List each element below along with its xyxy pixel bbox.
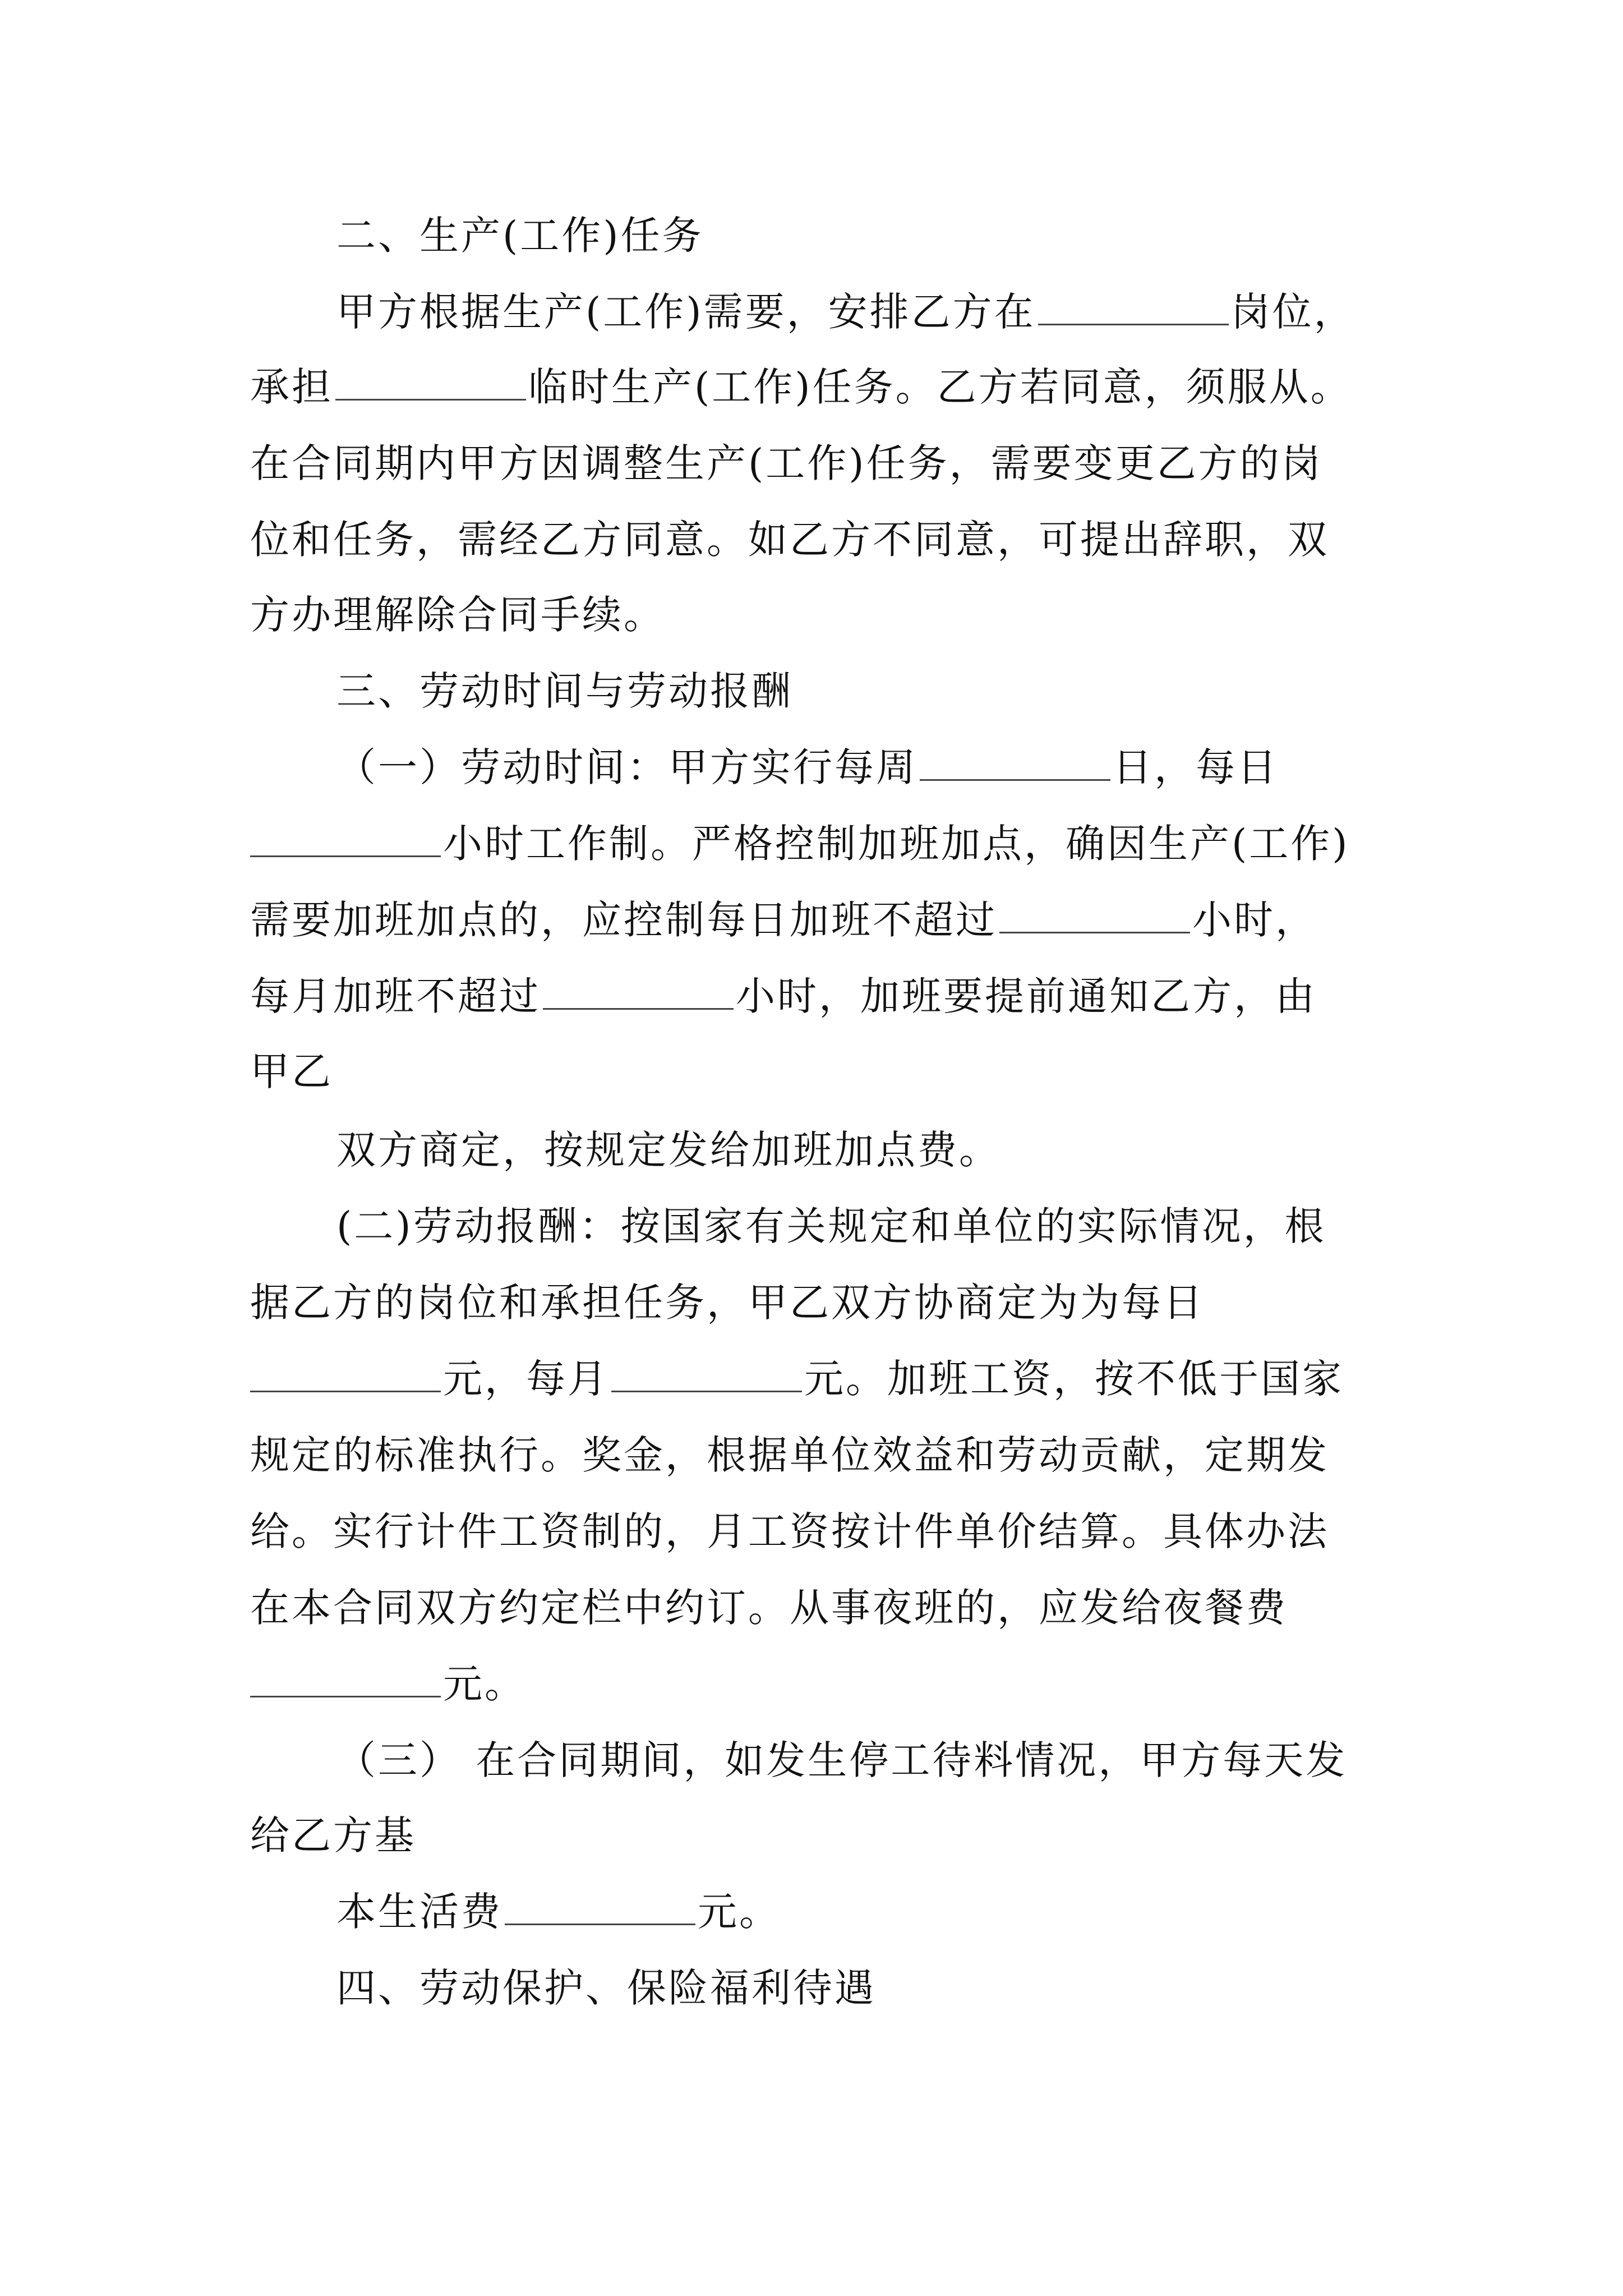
text: 在本合同双方约定栏中约订。从事夜班的，应发给夜餐费 (250, 1585, 1288, 1631)
text: (二)劳动报酬：按国家有关规定和单位的实际情况，根 (336, 1203, 1326, 1249)
section-heading-2 (336, 208, 704, 264)
paragraph-line (250, 435, 1323, 491)
text: 小时， (1192, 897, 1317, 943)
paragraph-line (250, 512, 1329, 568)
fill-in-blank[interactable] (250, 1359, 441, 1392)
paragraph-line (336, 1884, 781, 1940)
text: 小时，加班要提前通知乙方，由 (736, 973, 1317, 1019)
paragraph-line (250, 1351, 1344, 1407)
text: 元，每月 (443, 1356, 609, 1402)
fill-in-blank[interactable] (335, 367, 526, 401)
text: 给乙方基 (250, 1812, 416, 1858)
text: 双方商定，按规定发给加班加点费。 (336, 1127, 1000, 1173)
text: 规定的标准执行。奖金，根据单位效益和劳动贡献，定期发 (250, 1432, 1329, 1478)
text: 日，每日 (1113, 744, 1279, 790)
paragraph-line (250, 1807, 416, 1864)
text: 临时生产(工作)任务。乙方若同意，须服从。 (528, 364, 1352, 410)
section-heading-4 (336, 1960, 876, 2016)
text: 元。 (698, 1889, 781, 1935)
paragraph-line (336, 1732, 1347, 1788)
text: 三、劳动时间与劳动报酬 (336, 668, 793, 714)
paragraph-line (336, 1122, 1000, 1178)
text: 甲方根据生产(工作)需要，安排乙方在 (336, 289, 1036, 335)
section-heading-3 (336, 663, 793, 719)
fill-in-blank[interactable] (250, 824, 441, 857)
paragraph-line (250, 1427, 1329, 1483)
paragraph-line (336, 1198, 1326, 1254)
paragraph-line (250, 587, 665, 643)
text: 小时工作制。严格控制加班加点，确因生产(工作) (443, 821, 1350, 867)
text: 四、劳动保护、保险福利待遇 (336, 1965, 876, 2011)
paragraph-line (250, 1274, 1205, 1331)
paragraph-line (250, 1043, 333, 1099)
text: 据乙方的岗位和承担任务，甲乙双方协商定为为每日 (250, 1280, 1205, 1326)
text: 元。加班工资，按不低于国家 (804, 1356, 1344, 1402)
fill-in-blank[interactable] (611, 1359, 802, 1392)
text: 承担 (250, 364, 333, 410)
paragraph-line (250, 1503, 1329, 1559)
text: （一）劳动时间：甲方实行每周 (336, 744, 917, 790)
text: 每月加班不超过 (250, 973, 541, 1019)
paragraph-line (250, 359, 1352, 415)
text: 本生活费 (336, 1889, 502, 1935)
fill-in-blank[interactable] (999, 900, 1190, 933)
paragraph-line (250, 892, 1317, 948)
text: 元。 (443, 1661, 526, 1707)
text: 在合同期内甲方因调整生产(工作)任务，需要变更乙方的岗 (250, 440, 1323, 486)
text: 甲乙 (250, 1048, 333, 1094)
paragraph-line (250, 1656, 526, 1712)
fill-in-blank[interactable] (543, 977, 734, 1010)
text: 方办理解除合同手续。 (250, 592, 665, 638)
text: 位和任务，需经乙方同意。如乙方不同意，可提出辞职，双 (250, 517, 1329, 563)
text: （三） 在合同期间，如发生停工待料情况，甲方每天发 (336, 1737, 1348, 1783)
paragraph-line (336, 284, 1355, 340)
paragraph-line (250, 816, 1350, 872)
fill-in-blank[interactable] (920, 748, 1110, 781)
text: 岗位， (1230, 289, 1355, 335)
fill-in-blank[interactable] (250, 1664, 441, 1697)
paragraph-line (336, 739, 1279, 795)
paragraph-line (250, 1580, 1288, 1636)
fill-in-blank[interactable] (505, 1892, 695, 1925)
text: 需要加班加点的，应控制每日加班不超过 (250, 897, 997, 943)
paragraph-line (250, 968, 1317, 1024)
text: 给。实行计件工资制的，月工资按计件单价结算。具体办法 (250, 1508, 1329, 1554)
text: 二、生产(工作)任务 (336, 213, 704, 259)
fill-in-blank[interactable] (1038, 292, 1229, 325)
